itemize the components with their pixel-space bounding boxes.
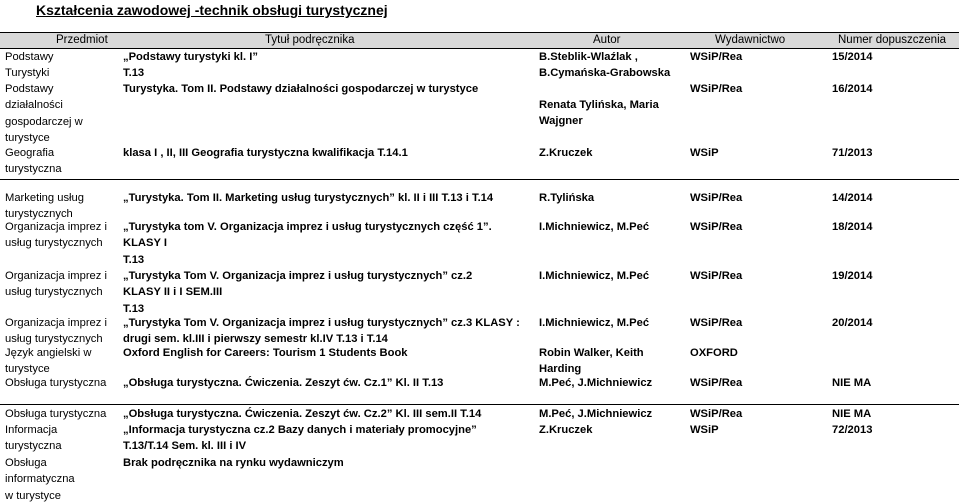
cell-author: I.Michniewicz, M.Peć xyxy=(539,270,650,282)
cell-book-title: KLASY II i I SEM.III xyxy=(123,286,223,299)
cell-publisher: WSiP/Rea xyxy=(690,270,743,282)
header-title: Tytuł podręcznika xyxy=(265,34,355,46)
cell-approval-number: NIE MA xyxy=(832,377,872,389)
cell-book-title: klasa I , II, III Geografia turystyczna kwalifikacja T.14.1 xyxy=(123,147,408,159)
cell-publisher: WSiP/Rea xyxy=(690,317,743,329)
cell-subject: Informacja xyxy=(5,424,58,436)
cell-publisher: WSiP/Rea xyxy=(690,377,743,389)
cell-book-title: Brak podręcznika na rynku wydawniczym xyxy=(123,457,344,469)
cell-publisher: OXFORD xyxy=(690,347,738,359)
cell-subject: usług turystycznych xyxy=(5,286,103,299)
cell-subject: usług turystycznych xyxy=(5,333,103,346)
cell-publisher: WSiP/Rea xyxy=(690,221,743,233)
cell-publisher: WSiP xyxy=(690,424,719,436)
cell-book-title: „Turystyka Tom V. Organizacja imprez i usług turystycznych” cz.2 xyxy=(123,270,473,282)
cell-subject: Organizacja imprez i xyxy=(5,270,107,282)
cell-subject: działalności xyxy=(5,99,63,112)
cell-subject: Obsługa turystyczna xyxy=(5,377,107,389)
cell-subject: Język angielski w xyxy=(5,347,92,359)
cell-publisher: WSiP/Rea xyxy=(690,83,743,95)
cell-subject: Marketing usług xyxy=(5,192,84,204)
cell-approval-number: 16/2014 xyxy=(832,83,873,95)
cell-book-title: „Podstawy turystyki kl. I” xyxy=(123,51,258,63)
cell-approval-number: 71/2013 xyxy=(832,147,873,159)
cell-author: Robin Walker, Keith xyxy=(539,347,644,359)
cell-book-title: „Obsługa turystyczna. Ćwiczenia. Zeszyt ćw. Cz.2” Kl. III sem.II T.14 xyxy=(123,408,482,420)
table-divider xyxy=(0,404,959,405)
cell-author: Z.Kruczek xyxy=(539,147,593,159)
cell-approval-number: 20/2014 xyxy=(832,317,873,329)
cell-book-title: „Turystyka. Tom II. Marketing usług turystycznych” kl. II i III T.13 i T.14 xyxy=(123,192,494,204)
cell-subject: turystycznych xyxy=(5,208,73,221)
cell-subject: gospodarczej w xyxy=(5,115,83,128)
cell-author: Renata Tylińska, Maria xyxy=(539,99,659,111)
cell-book-title: T.13 xyxy=(123,67,145,80)
cell-book-title: T.13 xyxy=(123,253,145,266)
cell-publisher: WSiP/Rea xyxy=(690,192,743,204)
cell-approval-number: 18/2014 xyxy=(832,221,873,233)
document-title: Kształcenia zawodowej -technik obsługi turystycznej xyxy=(36,2,388,18)
header-publisher: Wydawnictwo xyxy=(715,34,786,46)
header-author: Autor xyxy=(593,34,621,46)
cell-author: M.Peć, J.Michniewicz xyxy=(539,377,653,389)
cell-approval-number: 72/2013 xyxy=(832,424,873,436)
cell-book-title: T.13 xyxy=(123,302,145,315)
cell-subject: turystyczna xyxy=(5,163,62,176)
cell-approval-number: 14/2014 xyxy=(832,192,873,204)
cell-author: Z.Kruczek xyxy=(539,424,593,436)
table-divider xyxy=(0,179,959,180)
cell-subject: turystyce xyxy=(5,132,50,145)
cell-subject: Organizacja imprez i xyxy=(5,317,107,329)
cell-author: M.Peć, J.Michniewicz xyxy=(539,408,653,420)
cell-publisher: WSiP xyxy=(690,147,719,159)
cell-subject: turystyczna xyxy=(5,440,62,453)
cell-approval-number: 19/2014 xyxy=(832,270,873,282)
cell-book-title: Turystyka. Tom II. Podstawy działalności gospodarczej w turystyce xyxy=(123,83,479,95)
cell-author: B.Steblik-Wlaźlak , xyxy=(539,51,638,63)
cell-subject: turystyce xyxy=(5,363,50,376)
cell-author: Wajgner xyxy=(539,115,583,128)
cell-book-title: Oxford English for Careers: Tourism 1 Students Book xyxy=(123,347,408,359)
cell-subject: Obsługa turystyczna xyxy=(5,408,107,420)
cell-approval-number: 15/2014 xyxy=(832,51,873,63)
cell-author: B.Cymańska-Grabowska xyxy=(539,67,671,80)
cell-book-title: „Turystyka Tom V. Organizacja imprez i usług turystycznych” cz.3 KLASY : xyxy=(123,317,520,329)
cell-book-title: „Informacja turystyczna cz.2 Bazy danych i materiały promocyjne” xyxy=(123,424,477,436)
cell-book-title: KLASY I xyxy=(123,237,167,250)
cell-author: I.Michniewicz, M.Peć xyxy=(539,221,650,233)
cell-subject: informatyczna xyxy=(5,473,75,486)
header-subject: Przedmiot xyxy=(56,34,108,46)
cell-subject: Podstawy xyxy=(5,83,54,95)
cell-subject: Organizacja imprez i xyxy=(5,221,107,233)
cell-book-title: „Turystyka tom V. Organizacja imprez i usług turystycznych część 1”. xyxy=(123,221,492,233)
header-number: Numer dopuszczenia xyxy=(838,34,947,46)
cell-book-title: T.13/T.14 Sem. kl. III i IV xyxy=(123,440,247,453)
cell-publisher: WSiP/Rea xyxy=(690,408,743,420)
cell-subject: usług turystycznych xyxy=(5,237,103,250)
cell-subject: Turystyki xyxy=(5,67,50,80)
cell-approval-number: NIE MA xyxy=(832,408,872,420)
cell-subject: Podstawy xyxy=(5,51,54,63)
cell-subject: w turystyce xyxy=(5,489,61,502)
cell-subject: Obsługa xyxy=(5,457,47,469)
cell-publisher: WSiP/Rea xyxy=(690,51,743,63)
cell-book-title: „Obsługa turystyczna. Ćwiczenia. Zeszyt ćw. Cz.1” Kl. II T.13 xyxy=(123,377,444,389)
cell-book-title: drugi sem. kl.III i pierwszy semestr kl.IV T.13 i T.14 xyxy=(123,333,388,346)
cell-author: R.Tylińska xyxy=(539,192,595,204)
table-header xyxy=(0,32,959,49)
cell-author: Harding xyxy=(539,363,582,376)
cell-author: I.Michniewicz, M.Peć xyxy=(539,317,650,329)
cell-subject: Geografia xyxy=(5,147,55,159)
